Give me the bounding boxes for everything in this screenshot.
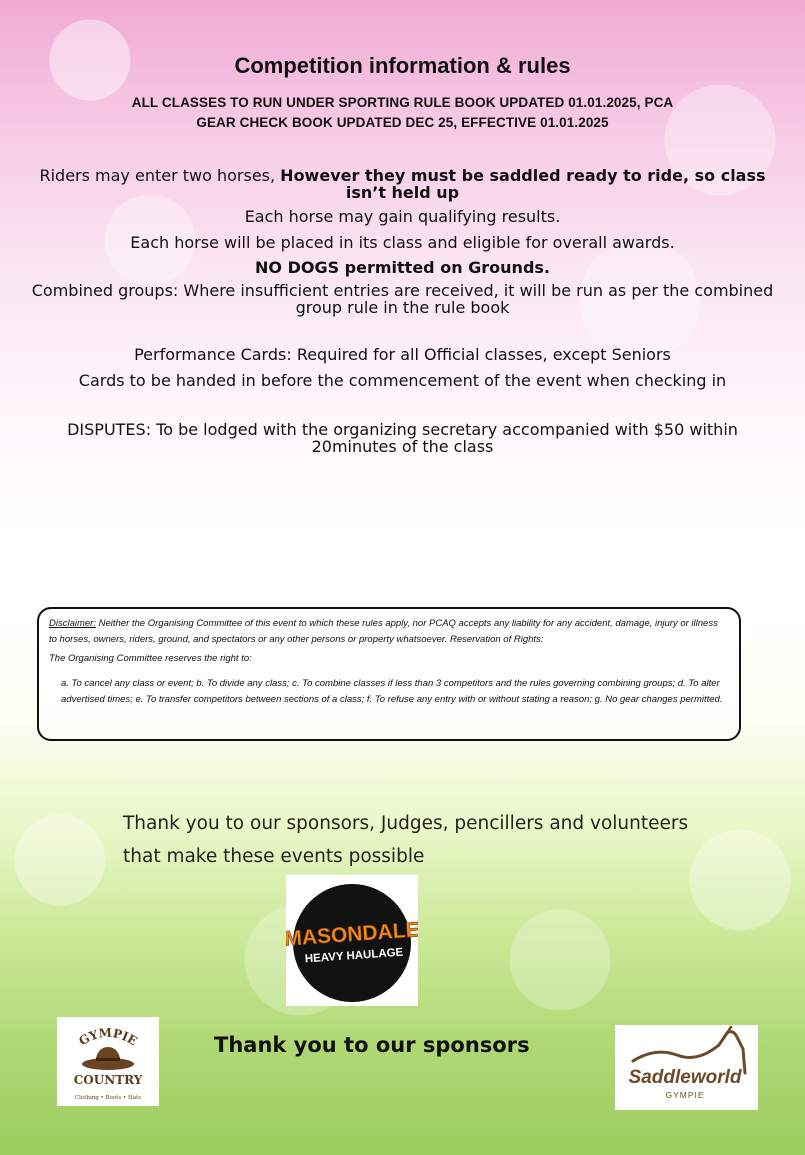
thanks-line-2: that make these events possible <box>123 846 425 867</box>
no-dogs-rule: NO DOGS permitted on Grounds. <box>255 258 550 277</box>
reservation-list: a. To cancel any class or event; b. To divide any class; c. To combine classes if less than 3 competitors and the rules governing combining groups; d. To alter advertised times; e. To transfer competitors between sections of a class; f. To refuse any entry with or without stating a reason; g. No gear changes permitted. <box>61 678 723 705</box>
subtitle-line-1: ALL CLASSES TO RUN UNDER SPORTING RULE BOOK UPDATED 01.01.2025, PCA <box>131 95 674 110</box>
masondale-name: MASONDALE <box>286 918 418 951</box>
sponsors-thanks: Thank you to our sponsors <box>214 1033 530 1057</box>
thanks-message <box>123 807 688 873</box>
qualifying-rule: Each horse may gain qualifying results. <box>244 207 561 226</box>
masondale-logo-graphic <box>286 875 418 1006</box>
masondale-tagline: HEAVY HAULAGE <box>304 946 404 966</box>
disputes-rule: DISPUTES: To be lodged with the organizing secretary accompanied with $50 within 20minutes of the class <box>67 420 738 456</box>
gympie-tagline: Clothing • Boots • Hats <box>74 1095 142 1101</box>
disclaimer-label: Disclaimer: <box>49 618 96 629</box>
saddleworld-location: GYMPIE <box>665 1090 705 1100</box>
disclaimer-box <box>37 607 741 741</box>
cowboy-hat-icon <box>82 1047 134 1070</box>
riders-rule <box>30 167 775 201</box>
riders-rule-bold: However they must be saddled ready to ride, so class isn’t held up <box>280 166 766 202</box>
reservation-text: The Organising Committee reserves the right to: <box>49 653 252 664</box>
placed-rule: Each horse will be placed in its class and eligible for overall awards. <box>130 233 675 252</box>
gympie-country-logo <box>57 1017 159 1106</box>
cards-handed-rule: Cards to be handed in before the commencement of the event when checking in <box>78 371 727 390</box>
thanks-line-1: Thank you to our sponsors, Judges, pencillers and volunteers <box>123 813 689 834</box>
gympie-country-graphic <box>57 1017 159 1106</box>
gympie-top-text: GYMPIE <box>76 1025 140 1049</box>
page-title: Competition information & rules <box>234 53 571 78</box>
subtitle-line-2: GEAR CHECK BOOK UPDATED DEC 25, EFFECTIVE 01.01.2025 <box>196 115 609 130</box>
gympie-country-text: COUNTRY <box>73 1073 143 1087</box>
riders-rule-text: Riders may enter two horses, <box>39 166 281 185</box>
masondale-logo <box>286 875 418 1006</box>
gympie-arc-text <box>76 1026 139 1049</box>
combined-groups-rule: Combined groups: Where insufficient entries are received, it will be run as per the combined group rule in the rule book <box>31 281 774 317</box>
saddleworld-logo <box>615 1025 758 1110</box>
disclaimer-text <box>49 616 727 648</box>
disclaimer-body: Neither the Organising Committee of this event to which these rules apply, nor PCAQ accepts any liability for any accident, damage, injury or illness to horses, owners, riders, ground, and spectators or any other persons or property whatsoever. Reservation of Rights: <box>49 618 718 645</box>
saddleworld-name: Saddleworld <box>628 1067 742 1088</box>
saddleworld-graphic <box>615 1025 758 1110</box>
performance-cards-rule: Performance Cards: Required for all Official classes, except Seniors <box>134 345 671 364</box>
